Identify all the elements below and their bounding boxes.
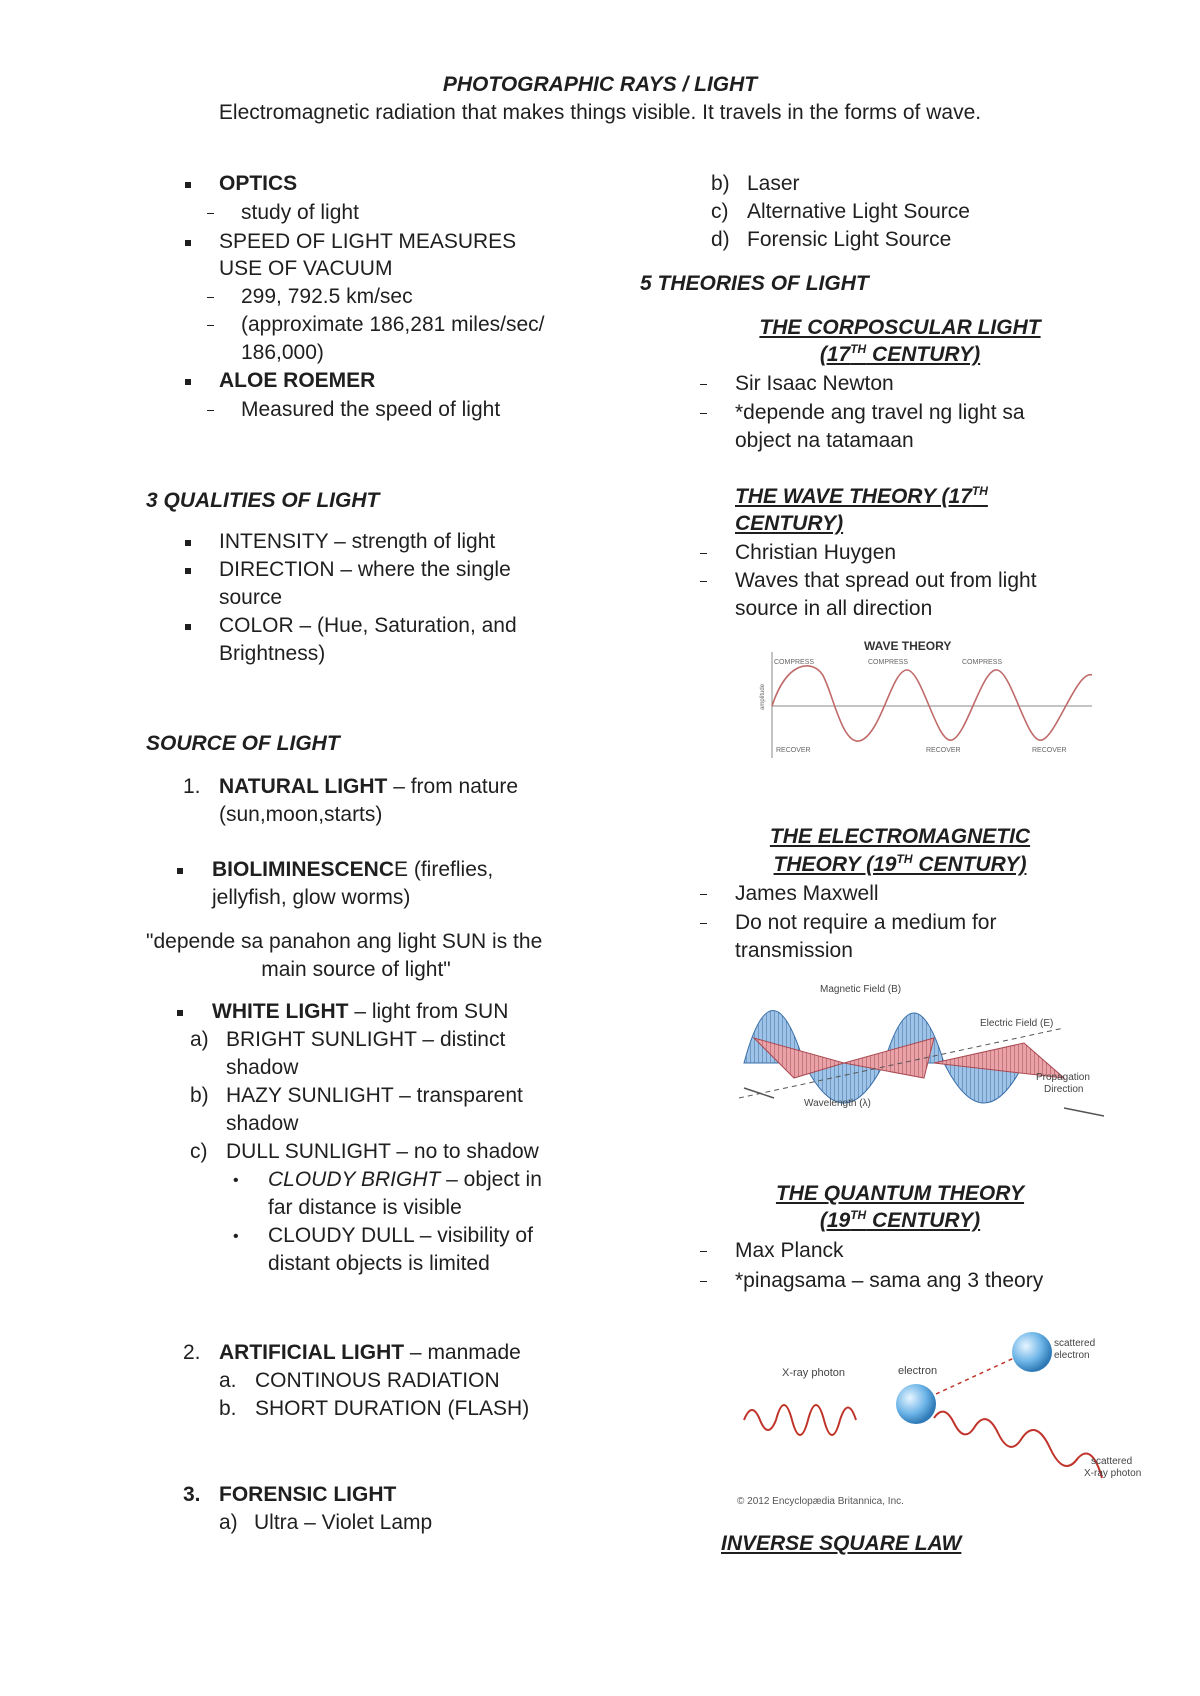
natural-light-label: NATURAL LIGHT bbox=[219, 775, 388, 798]
bullet-square bbox=[177, 1010, 183, 1016]
qualities-heading: 3 QUALITIES OF LIGHT bbox=[146, 489, 380, 512]
speed-value-miles-line1: (approximate 186,281 miles/sec/ bbox=[241, 313, 545, 336]
list-letter: a) bbox=[190, 1028, 209, 1051]
wave-curve bbox=[772, 666, 1092, 741]
cloudy-bright-label: CLOUDY BRIGHT bbox=[268, 1168, 441, 1191]
list-letter: c) bbox=[711, 200, 729, 223]
bright-sunlight-line1: BRIGHT SUNLIGHT – distinct bbox=[226, 1028, 506, 1051]
dash bbox=[700, 1251, 707, 1252]
dash bbox=[700, 413, 707, 414]
cloudy-dull-line2: distant objects is limited bbox=[268, 1252, 490, 1275]
bullet-square bbox=[185, 624, 191, 630]
bioluminescence-line2: jellyfish, glow worms) bbox=[212, 886, 411, 909]
list-number: 3. bbox=[183, 1483, 201, 1506]
natural-light-line1 bbox=[219, 773, 518, 801]
bioluminescence-line1 bbox=[212, 856, 493, 884]
wave-top-label: COMPRESS bbox=[962, 659, 1003, 666]
white-light-label: WHITE LIGHT bbox=[212, 1000, 349, 1023]
huygen: Christian Huygen bbox=[735, 541, 897, 564]
corpuscular-note-line1: *depende ang travel ng light sa bbox=[735, 401, 1025, 424]
optics-heading: OPTICS bbox=[219, 172, 298, 195]
compton-scattering-figure bbox=[734, 1328, 1160, 1508]
list-letter: c) bbox=[190, 1140, 208, 1163]
quote-line2: main source of light" bbox=[261, 958, 451, 981]
superscript: TH bbox=[971, 484, 988, 498]
scattered-xray-label: X-ray photon bbox=[1084, 1468, 1142, 1479]
wave-axis-label: amplitude bbox=[760, 683, 766, 710]
wave-theory-figure bbox=[752, 640, 1097, 760]
wave-heading-line1 bbox=[735, 483, 988, 511]
wave-bottom-label: RECOVER bbox=[776, 747, 811, 754]
wave-top-label: COMPRESS bbox=[868, 659, 909, 666]
scattered-electron-sphere bbox=[1012, 1332, 1052, 1372]
cloudy-bright-line1 bbox=[268, 1166, 542, 1194]
alternative-light-source: Alternative Light Source bbox=[747, 200, 970, 223]
dash bbox=[700, 553, 707, 554]
em-heading-line2 bbox=[700, 851, 1100, 879]
natural-light-text: – from nature bbox=[387, 775, 519, 798]
list-number: 2. bbox=[183, 1341, 201, 1364]
artificial-light-label: ARTIFICIAL LIGHT bbox=[219, 1341, 405, 1364]
dull-sunlight: DULL SUNLIGHT – no to shadow bbox=[226, 1140, 539, 1163]
optics-description: study of light bbox=[241, 201, 359, 224]
corpuscular-note-line2: object na tatamaan bbox=[735, 429, 914, 452]
white-light-text: – light from SUN bbox=[348, 1000, 509, 1023]
source-heading: SOURCE OF LIGHT bbox=[146, 732, 340, 755]
corpuscular-century: (17 bbox=[819, 343, 851, 366]
scattered-electron-label: scattered bbox=[1054, 1338, 1096, 1349]
speed-value-miles-line2: 186,000) bbox=[241, 341, 324, 364]
inverse-square-law-heading: INVERSE SQUARE LAW bbox=[721, 1532, 962, 1555]
speed-value-km: 299, 792.5 km/sec bbox=[241, 285, 413, 308]
quantum-century: (19 bbox=[819, 1209, 851, 1232]
page-title: PHOTOGRAPHIC RAYS / LIGHT bbox=[442, 73, 758, 96]
electron-label: electron bbox=[898, 1365, 938, 1377]
dash bbox=[700, 384, 707, 385]
wavelength-label: Wavelength (λ) bbox=[804, 1098, 871, 1109]
list-number: 1. bbox=[183, 775, 201, 798]
ultra-violet-lamp: Ultra – Violet Lamp bbox=[254, 1511, 433, 1534]
natural-light-line2: (sun,moon,starts) bbox=[219, 803, 383, 826]
quote-line1: "depende sa panahon ang light SUN is the bbox=[146, 930, 543, 953]
electric-field-label: Electric Field (E) bbox=[980, 1018, 1054, 1029]
superscript: TH bbox=[896, 852, 913, 866]
dash bbox=[207, 325, 214, 326]
incoming-photon-wave bbox=[744, 1405, 856, 1435]
em-heading-line1: THE ELECTROMAGNETIC bbox=[769, 825, 1031, 848]
quality-intensity: INTENSITY – strength of light bbox=[219, 530, 496, 553]
dash bbox=[207, 410, 214, 411]
speed-heading-line1: SPEED OF LIGHT MEASURES bbox=[219, 230, 517, 253]
bioluminescence-label: BIOLIMINESCENC bbox=[212, 858, 395, 881]
bullet-dot-icon: • bbox=[233, 1172, 239, 1189]
electron-sphere bbox=[896, 1384, 936, 1424]
scattered-electron-path bbox=[936, 1358, 1014, 1394]
quantum-heading-line1: THE QUANTUM THEORY bbox=[775, 1182, 1025, 1205]
continuous-radiation: CONTINOUS RADIATION bbox=[255, 1369, 500, 1392]
dash bbox=[207, 297, 214, 298]
propagation-label: Propagation bbox=[1036, 1072, 1090, 1083]
scattered-electron-label: electron bbox=[1054, 1350, 1090, 1361]
maxwell: James Maxwell bbox=[735, 882, 879, 905]
bullet-square bbox=[185, 240, 191, 246]
quality-color-line1: COLOR – (Hue, Saturation, and bbox=[219, 614, 517, 637]
list-letter: b) bbox=[190, 1084, 209, 1107]
cloudy-dull-line1: CLOUDY DULL – visibility of bbox=[268, 1224, 533, 1247]
corpuscular-heading-line2 bbox=[700, 341, 1100, 369]
dash bbox=[700, 1281, 707, 1282]
page-subtitle: Electromagnetic radiation that makes things visible. It travels in the forms of wave. bbox=[218, 101, 982, 124]
quality-direction-line2: source bbox=[219, 586, 283, 609]
arrow-left-icon bbox=[744, 1088, 774, 1098]
scattered-xray-wave bbox=[934, 1412, 1102, 1478]
white-light-line bbox=[212, 998, 508, 1026]
electromagnetic-wave-figure bbox=[734, 968, 1112, 1144]
britannica-copyright: © 2012 Encyclopædia Britannica, Inc. bbox=[737, 1496, 904, 1507]
magnetic-field-label: Magnetic Field (B) bbox=[820, 984, 902, 995]
cloudy-bright-text: – object in bbox=[440, 1168, 542, 1191]
cloudy-bright-line2: far distance is visible bbox=[268, 1196, 462, 1219]
em-century-rest: CENTURY) bbox=[912, 853, 1027, 876]
quantum-description: *pinagsama – sama ang 3 theory bbox=[735, 1269, 1044, 1292]
xray-photon-label: X-ray photon bbox=[782, 1367, 845, 1379]
corpuscular-century-rest: CENTURY) bbox=[866, 343, 981, 366]
bullet-square bbox=[185, 379, 191, 385]
superscript: TH bbox=[850, 342, 867, 356]
dash bbox=[700, 894, 707, 895]
dash bbox=[700, 581, 707, 582]
roemer-description: Measured the speed of light bbox=[241, 398, 501, 421]
quantum-century-rest: CENTURY) bbox=[866, 1209, 981, 1232]
bullet-dot-icon: • bbox=[233, 1228, 239, 1245]
wave-top-label: COMPRESS bbox=[774, 659, 815, 666]
em-heading-text: THEORY (19 bbox=[773, 853, 897, 876]
list-letter: a) bbox=[219, 1511, 238, 1534]
wave-bottom-label: RECOVER bbox=[1032, 747, 1067, 754]
laser: Laser bbox=[747, 172, 800, 195]
wave-description-line2: source in all direction bbox=[735, 597, 933, 620]
wave-heading-text: THE WAVE THEORY (17 bbox=[735, 485, 972, 508]
superscript: TH bbox=[850, 1208, 867, 1222]
bioluminescence-text: E (fireflies, bbox=[394, 858, 494, 881]
dash bbox=[700, 923, 707, 924]
roemer-heading: ALOE ROEMER bbox=[219, 369, 376, 392]
em-description-line1: Do not require a medium for bbox=[735, 911, 997, 934]
list-letter: b. bbox=[219, 1397, 237, 1420]
bright-sunlight-line2: shadow bbox=[226, 1056, 299, 1079]
dash bbox=[207, 213, 214, 214]
bullet-square bbox=[185, 568, 191, 574]
short-duration: SHORT DURATION (FLASH) bbox=[255, 1397, 530, 1420]
hazy-sunlight-line1: HAZY SUNLIGHT – transparent bbox=[226, 1084, 523, 1107]
list-letter: b) bbox=[711, 172, 730, 195]
planck: Max Planck bbox=[735, 1239, 844, 1262]
forensic-light-label: FORENSIC LIGHT bbox=[219, 1483, 397, 1506]
artificial-light-text: – manmade bbox=[404, 1341, 521, 1364]
hazy-sunlight-line2: shadow bbox=[226, 1112, 299, 1135]
bullet-square bbox=[177, 868, 183, 874]
forensic-light-source: Forensic Light Source bbox=[747, 228, 952, 251]
list-letter: d) bbox=[711, 228, 730, 251]
wave-bottom-label: RECOVER bbox=[926, 747, 961, 754]
bullet-square bbox=[185, 182, 191, 188]
artificial-light-line bbox=[219, 1339, 521, 1367]
scattered-xray-label: scattered bbox=[1091, 1456, 1133, 1467]
quality-direction-line1: DIRECTION – where the single bbox=[219, 558, 511, 581]
wave-heading-line2: CENTURY) bbox=[735, 512, 844, 535]
newton: Sir Isaac Newton bbox=[735, 372, 894, 395]
quality-color-line2: Brightness) bbox=[219, 642, 326, 665]
corpuscular-heading-line1: THE CORPOSCULAR LIGHT bbox=[759, 316, 1041, 339]
bullet-square bbox=[185, 540, 191, 546]
wave-description-line1: Waves that spread out from light bbox=[735, 569, 1037, 592]
list-letter: a. bbox=[219, 1369, 237, 1392]
direction-label: Direction bbox=[1044, 1084, 1084, 1095]
arrow-right-icon bbox=[1064, 1108, 1104, 1116]
wave-figure-title: WAVE THEORY bbox=[864, 640, 952, 653]
theories-heading: 5 THEORIES OF LIGHT bbox=[640, 272, 869, 295]
quantum-heading-line2 bbox=[700, 1207, 1100, 1235]
em-description-line2: transmission bbox=[735, 939, 853, 962]
speed-heading-line2: USE OF VACUUM bbox=[219, 257, 393, 280]
